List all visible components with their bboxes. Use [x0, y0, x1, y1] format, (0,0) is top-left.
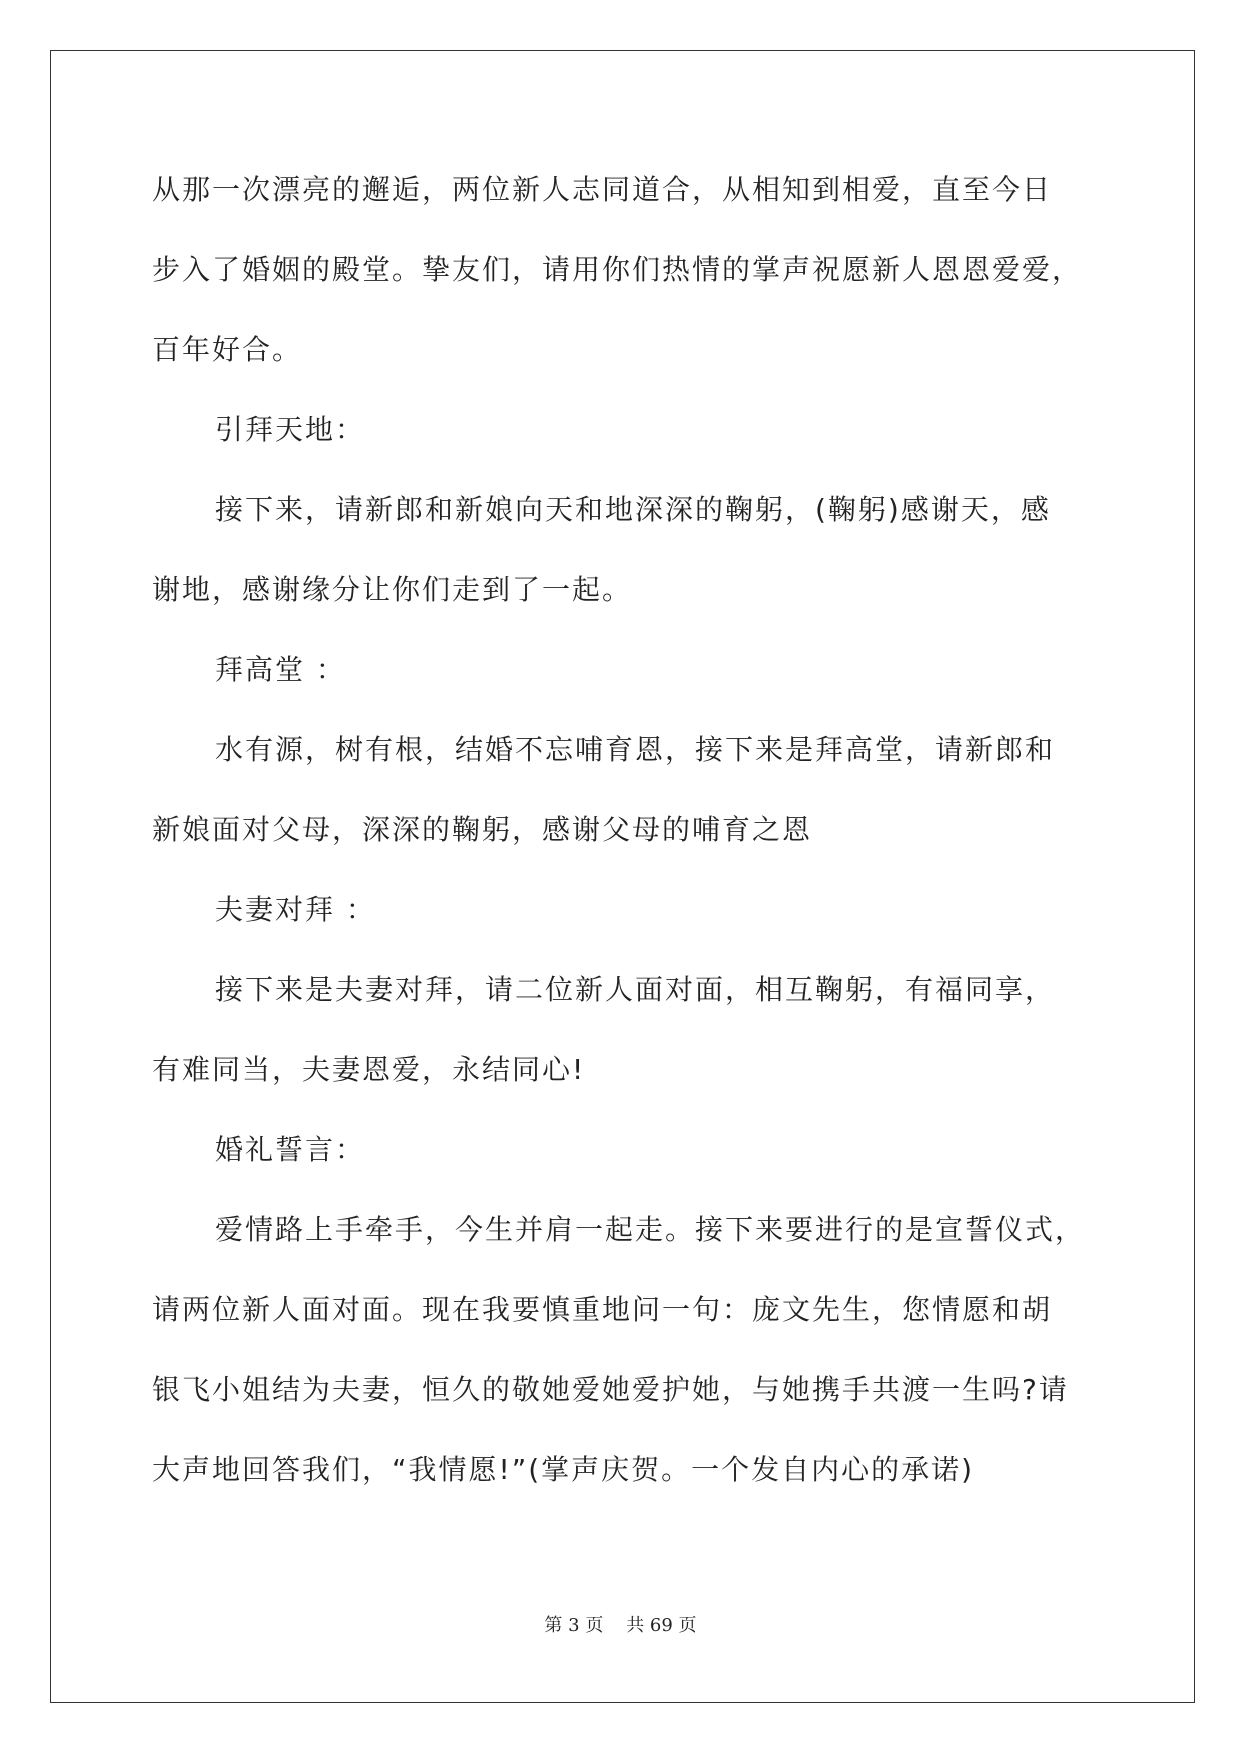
section-heading: 引拜天地：	[215, 413, 366, 446]
paragraph-line: 请两位新人面对面。现在我要慎重地问一句：庞文先生，您情愿和胡	[152, 1293, 1053, 1326]
paragraph-line: 从那一次漂亮的邂逅，两位新人志同道合，从相知到相爱，直至今日	[152, 173, 1053, 206]
paragraph-line: 爱情路上手牵手，今生并肩一起走。接下来要进行的是宣誓仪式，	[215, 1213, 1086, 1246]
paragraph-line: 新娘面对父母，深深的鞠躬，感谢父母的哺育之恩	[152, 813, 813, 846]
paragraph-line: 百年好合。	[152, 333, 303, 366]
section-heading: 夫妻对拜 ：	[215, 893, 376, 926]
paragraph-line: 接下来是夫妻对拜，请二位新人面对面，相互鞠躬，有福同享，	[215, 973, 1056, 1006]
page-footer	[0, 1614, 1241, 1638]
section-heading: 婚礼誓言：	[215, 1133, 366, 1166]
paragraph-line: 银飞小姐结为夫妻，恒久的敬她爱她爱护她，与她携手共渡一生吗?请	[152, 1373, 1069, 1406]
section-heading: 拜高堂 ：	[215, 653, 346, 686]
page-number-label: 第 3 页 共 69 页	[544, 1615, 697, 1636]
paragraph-line: 水有源，树有根，结婚不忘哺育恩，接下来是拜高堂，请新郎和	[215, 733, 1056, 766]
paragraph-line: 有难同当，夫妻恩爱，永结同心!	[152, 1053, 586, 1086]
paragraph-line: 大声地回答我们，“我情愿!”(掌声庆贺。一个发自内心的承诺)	[152, 1453, 975, 1486]
paragraph-line: 接下来，请新郎和新娘向天和地深深的鞠躬，(鞠躬)感谢天，感	[215, 493, 1051, 526]
paragraph-line: 步入了婚姻的殿堂。挚友们，请用你们热情的掌声祝愿新人恩恩爱爱，	[152, 253, 1083, 286]
paragraph-line: 谢地，感谢缘分让你们走到了一起。	[152, 573, 633, 606]
